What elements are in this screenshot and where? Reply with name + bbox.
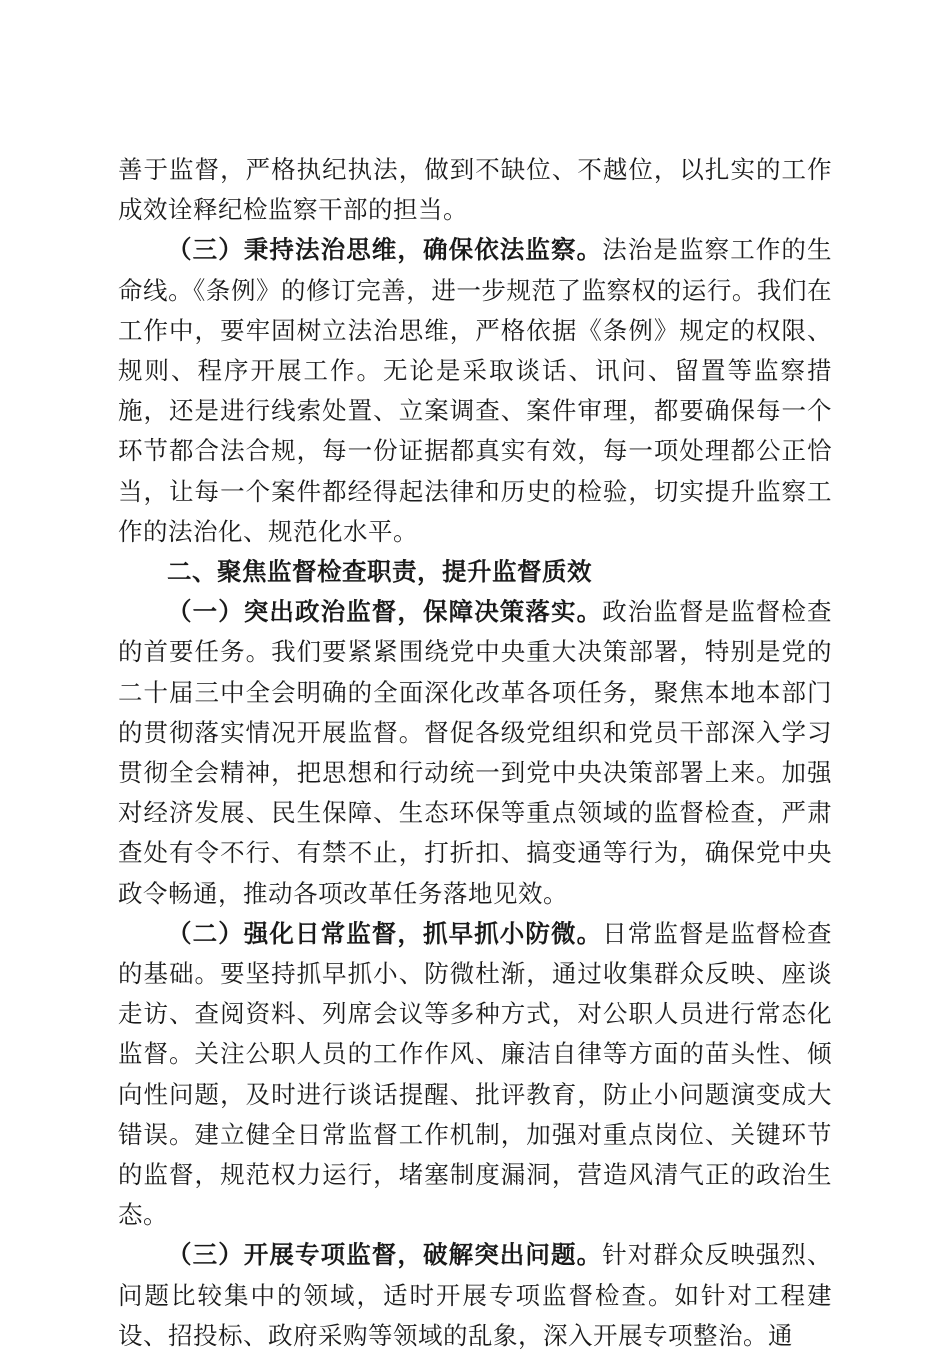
paragraph-lead: （二）强化日常监督，抓早抓小防微。 xyxy=(167,918,603,948)
paragraph-lead: （三）秉持法治思维，确保依法监察。 xyxy=(167,235,603,265)
paragraph-lead: （三）开展专项监督，破解突出问题。 xyxy=(167,1240,603,1270)
paragraph-text: 日常监督是监督检查的基础。要坚持抓早抓小、防微杜渐，通过收集群众反映、座谈走访、查阅资料、列席会议等多种方式，对公职人员进行常态化监督。关注公职人员的工作作风、廉洁自律等方面的苗头性、倾向性问题，及时进行谈话提醒、批评教育，防止小问题演变成大错误。建立健全日常监督工作机制，加强对重点岗位、关键环节的监督，规范权力运行，堵塞制度漏洞，营造风清气正的政治生态。 xyxy=(118,918,833,1230)
paragraph-special-supervision xyxy=(118,1235,832,1356)
paragraph-text: 针对群众反映强烈、问题比较集中的领域，适时开展专项监督检查。如针对工程建设、招投标、政府采购等领域的乱象，深入开展专项整治。通 xyxy=(118,1240,833,1350)
section-heading: 二、聚焦监督检查职责，提升监督质效 xyxy=(167,557,592,587)
paragraph-continuation xyxy=(118,150,832,230)
paragraph-text: 政治监督是监督检查的首要任务。我们要紧紧围绕党中央重大决策部署，特别是党的二十届三中全会明确的全面深化改革各项任务，聚焦本地本部门的贯彻落实情况开展监督。督促各级党组织和党员干部深入学习贯彻全会精神，把思想和行动统一到党中央决策部署上来。加强对经济发展、民生保障、生态环保等重点领域的监督检查，严肃查处有令不行、有禁不止，打折扣、搞变通等行为，确保党中央政令畅通，推动各项改革任务落地见效。 xyxy=(118,597,833,908)
paragraph-rule-of-law xyxy=(118,230,832,552)
paragraph-lead: （一）突出政治监督，保障决策落实。 xyxy=(167,597,603,627)
paragraph-text: 善于监督，严格执纪执法，做到不缺位、不越位，以扎实的工作成效诠释纪检监察干部的担当。 xyxy=(118,155,832,225)
paragraph-political-supervision xyxy=(118,592,832,914)
document-body xyxy=(118,150,832,1356)
paragraph-text: 法治是监察工作的生命线。《条例》的修订完善，进一步规范了监察权的运行。我们在工作中，要牢固树立法治思维，严格依据《条例》规定的权限、规则、程序开展工作。无论是采取谈话、讯问、留置等监察措施，还是进行线索处置、立案调查、案件审理，都要确保每一个环节都合法合规，每一份证据都真实有效，每一项处理都公正恰当，让每一个案件都经得起法律和历史的检验，切实提升监察工作的法治化、规范化水平。 xyxy=(118,235,833,546)
paragraph-daily-supervision xyxy=(118,914,832,1236)
